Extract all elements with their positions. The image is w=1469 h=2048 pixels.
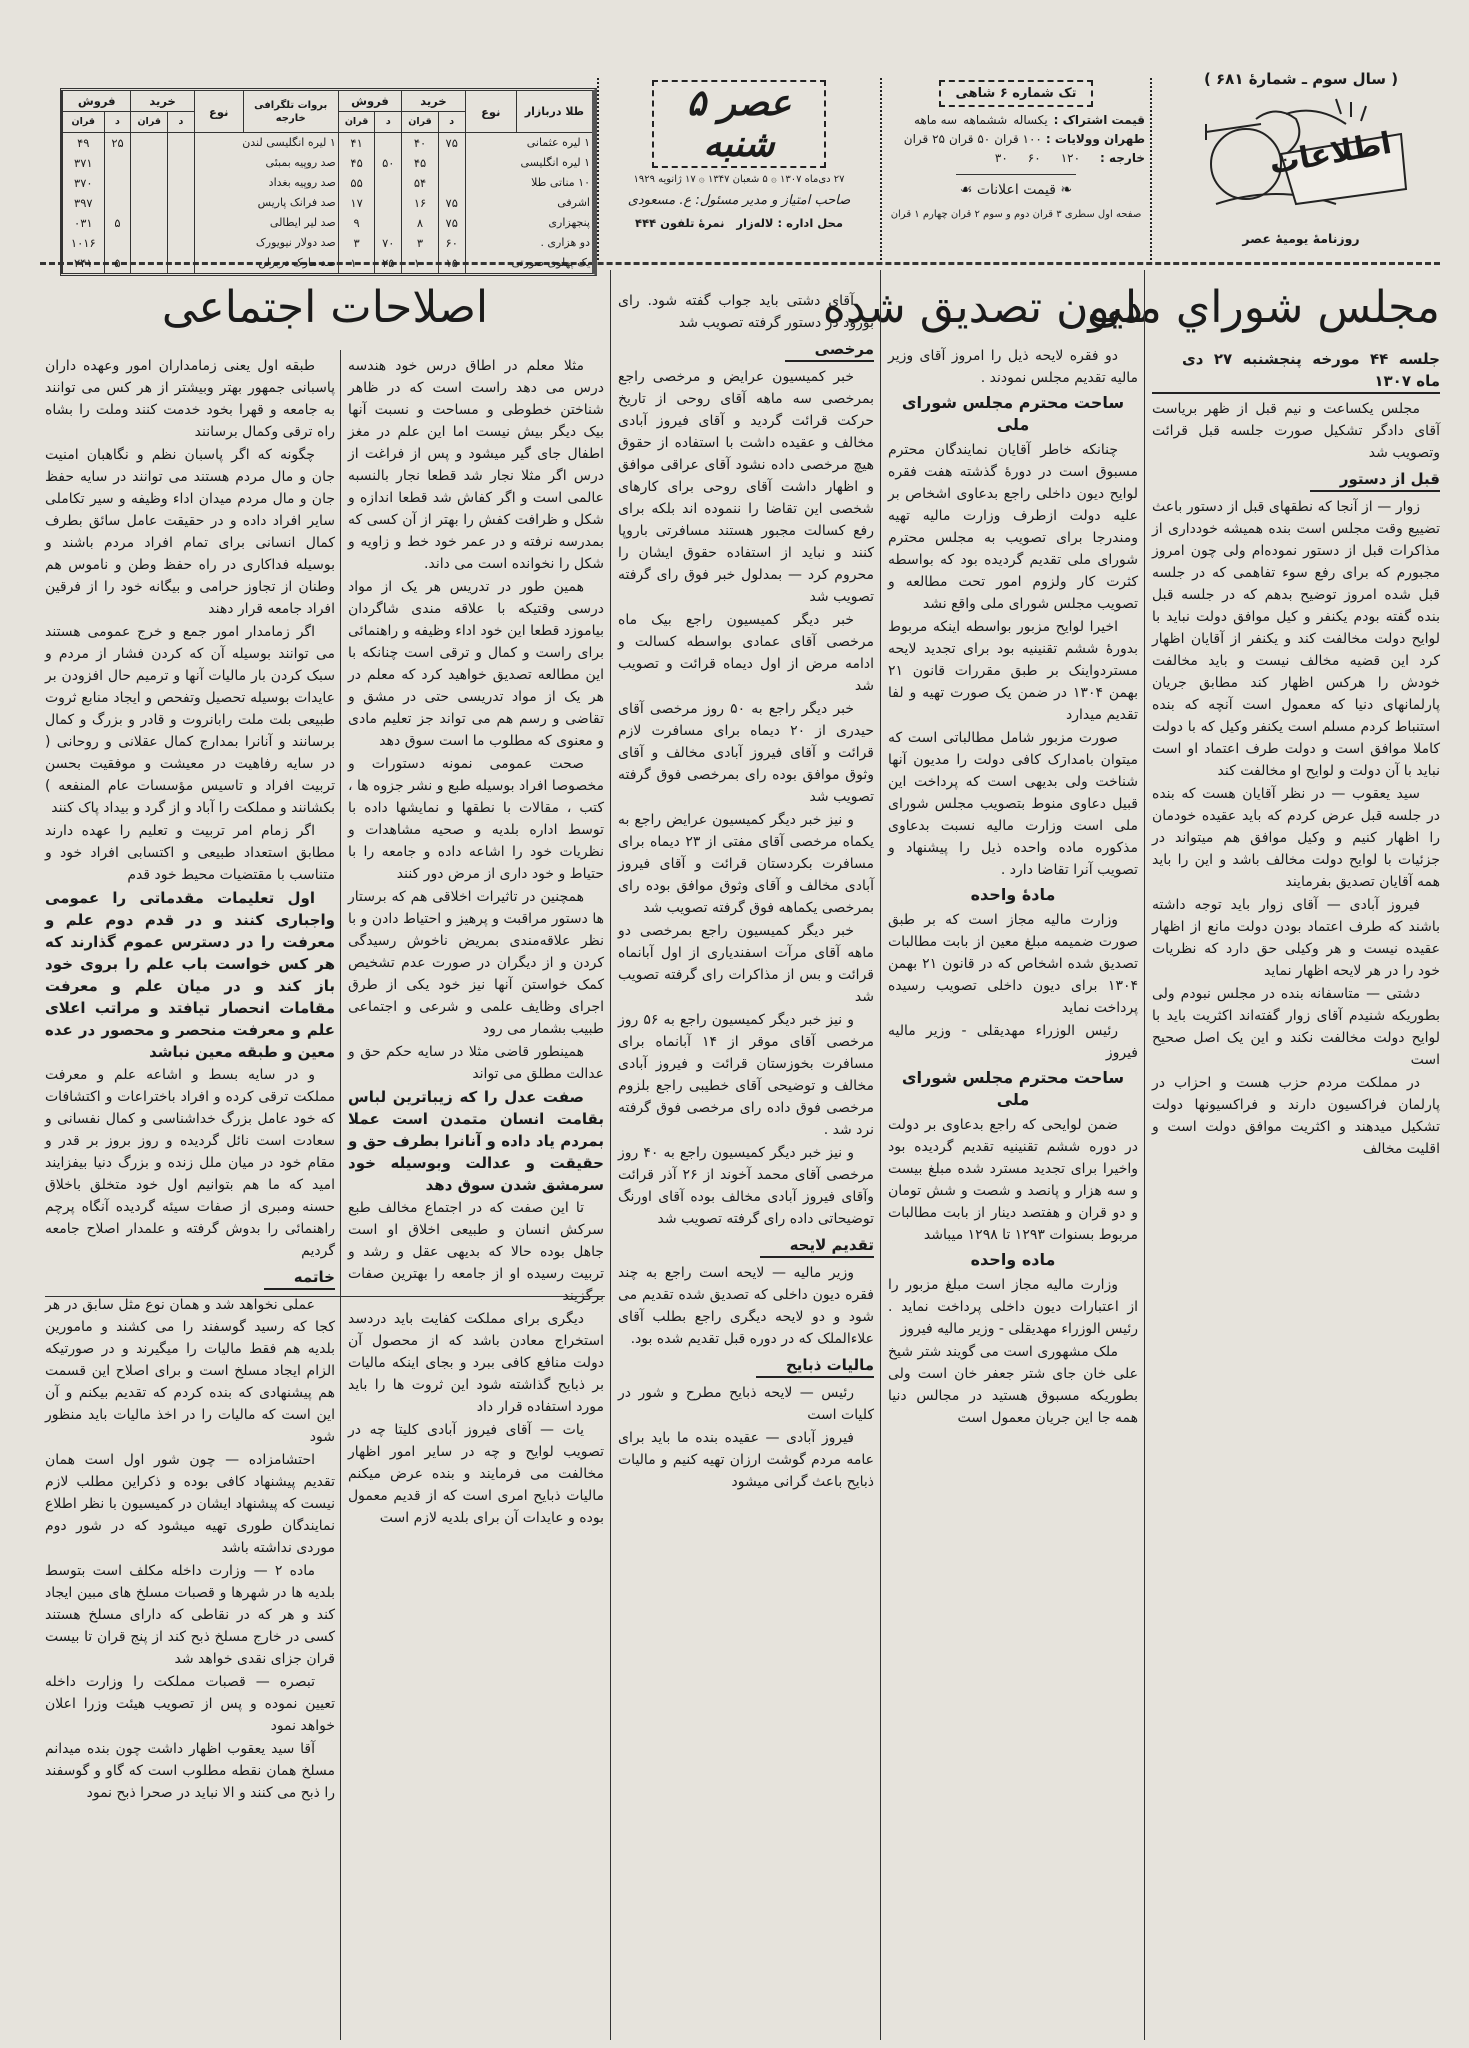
rate-name: صد روپیه بمبئی	[194, 153, 338, 173]
rate-value	[168, 153, 195, 173]
phone-number: نمرهٔ تلفون ۴۴۴	[635, 216, 725, 230]
rate-value: ۱۷	[338, 193, 375, 213]
rate-value: ۱۰	[338, 253, 375, 273]
subscription-row	[887, 111, 1145, 130]
article-paragraph: و در سایه بسط و اشاعه علم و معرفت مملکت ترقی کرده و افراد باختراعات و اکتشافات که خود عامل بزرگ خداشناسی و کمال نفسانی و سعادت است نائل گردیده و روز بروز بر قدر و مقام خود در میان ملل زنده و بزرگ دنیا بیفزایند امید که ما هم بتوانیم اول خود متخلق باخلاق حسنه ومبری از صفات سیئه گردیده آنگاه پرچم راهنمائی را بدوش گرفته و علمدار اصلاح جامعه گردیم	[45, 1067, 335, 1259]
rate-value: ۴۰	[402, 133, 439, 154]
rate-value	[104, 173, 131, 193]
article-paragraph: ماده ۲ — وزارت داخله مکلف است بتوسط بلدیه ها در شهرها و قصبات مسلخ های مبین ایجاد کند و هر که در نقاطی که دارای مسلخ هستند کسی در خارج مسلخ ذبح کند از پنج قران تا بیست قران جزای نقدی خواهد شد	[45, 1563, 335, 1667]
newspaper-subtitle: روزنامهٔ یومیهٔ عصر	[1242, 231, 1360, 246]
rate-value	[168, 213, 195, 233]
issue-number: ( سال سوم ـ شمارهٔ ۶۸۱ )	[1203, 70, 1399, 88]
headline-reforms: اصلاحات اجتماعی	[161, 282, 489, 333]
headline-majlis: مجلس شوراي ملی	[1087, 282, 1440, 333]
rate-value	[375, 193, 402, 213]
rate-value: ۳	[402, 233, 439, 253]
rate-name: دو هزاری .	[465, 233, 592, 253]
article-paragraph: دیگری برای مملکت کفایت باید دردسد استخراج معادن باشد که از محصول آن دولت منافع کافی ببرد و بجای اینکه مالیات بر ذبایح گذاشته شود این ثروت ها را باید مورد استفاده قرار داد	[348, 1311, 604, 1415]
rate-row	[63, 213, 593, 233]
abroad-year: ۱۲۰	[1060, 151, 1081, 165]
article-paragraph: خبر دیگر کمیسیون راجع بیک ماه مرخصی آقای عمادی بواسطه کسالت و ادامه مرض از اول دیماه قرائت و تصویب شد	[618, 612, 874, 694]
article-paragraph: وزیر مالیه — لایحه است راجع به چند فقره دیون داخلی که تصدیق شده تقدیم می شود و دو لایحه دیگری راجع بطلب آقای علاءالملک که در دوره قبل تقدیم شده بود.	[618, 1265, 874, 1347]
rate-value	[131, 233, 168, 253]
rate-value	[131, 253, 168, 273]
fx-sell-header: فروش	[63, 91, 131, 112]
rate-value	[168, 233, 195, 253]
article-subheading: تقدیم لایحه	[760, 1234, 874, 1258]
article-paragraph: چنانکه خاطر آقایان نمایندگان محترم مسبوق است در دورهٔ گذشته هفت فقره لوایح دیون داخلی راجع بدعاوی اشخاص بر علیه دولت ازطرف وزارت مالیه تهیه ومندرجا برای تصویب به مجلس محترم شورای ملی تقدیم گردیده بود که بواسطه کثرت کار ولزوم امور تحت مطالعه و تصویب مجلس شورای ملی واقع نشد	[888, 442, 1138, 612]
unit-q: قران	[338, 112, 375, 133]
article-paragraph: و نیز خبر دیگر کمیسیون عرایض راجع به یکماه مرخصی آقای مفتی از ۲۳ دیماه برای مسافرت بکردستان قرائت و آقای فیروز آبادی مخالف و آقای وثوق موافق بوده رای بمرخصی یکماهه فوق گرفته تصویب شد	[618, 812, 874, 916]
unit-d: د	[168, 112, 195, 133]
article-paragraph: همچنین در تاثیرات اخلاقی هم که برستار ها دستور مراقبت و پرهیز و احتیاط دادن و با نظر علاقه‌مندی بمریض ناخوش رسیدگی کردن و از دیگران در صورت عدم تشخیص کمک خواستن آنها نیز خود یکی از طرق اجرای وظایف علمی و شرعی و اجتماعی طبیب بشمار می رود	[348, 889, 604, 1037]
article-paragraph: صحت عمومی نمونه دستورات و مخصوصا افراد بوسیله طبع و نشر جزوه ها ، کتب ، مقالات با نطقها و نمایشها داده با توسط اداره بلدیه و صحیه مشاهدات و نظریات خود را اشاعه داده و جامعه را با حتیاط و خود داری از مرض دور کنند	[348, 756, 604, 882]
subheading-wrap	[1152, 465, 1440, 496]
rate-row	[63, 233, 593, 253]
rate-name: صد روپیه بغداد	[194, 173, 338, 193]
rate-value	[168, 253, 195, 273]
article-paragraph: تبصره — قصبات مملکت را وزارت داخله تعیین نموده و پس از تصویب هیئت وزرا اعلان خواهد نمود	[45, 1674, 335, 1734]
article-subheading: ماده واحده	[970, 1250, 1056, 1269]
unit-q: قران	[63, 112, 105, 133]
subheading-wrap	[618, 335, 874, 366]
rate-name: صد دولار نیویورک	[194, 233, 338, 253]
gold-buy-header: خرید	[402, 91, 465, 112]
period-half: ششماهه	[963, 113, 1008, 127]
rate-value	[131, 133, 168, 154]
subheading-wrap	[618, 1231, 874, 1262]
article-paragraph: همینطور قاضی مثلا در سایه حکم حق و عدالت مطلق می تواند	[348, 1044, 604, 1082]
rate-value: ۱۰	[402, 253, 439, 273]
period-quarter: سه ماهه	[913, 113, 958, 127]
rate-value: ۲۵	[375, 253, 402, 273]
tehran-quarter: ۲۵ قران	[903, 132, 945, 146]
rate-value	[168, 193, 195, 213]
rate-value	[168, 173, 195, 193]
ads-rates: صفحه اول سطری ۳ قران دوم و سوم ۲ قران چهارم ۱ قران	[890, 209, 1142, 220]
rate-name: اشرفی	[465, 193, 592, 213]
article-paragraph: عملی نخواهد شد و همان نوع مثل سابق در هر کجا که رسید گوسفند را می کشند و مامورین بلدیه هم فقط مالیات را میگیرند و در صورتیکه الزام ایجاد مسلخ است و برای اصلاح این قسمت هم پیشنهادی که بنده کردم که تقدیم بیکنم و آن این است که مالیات را در اخذ مالیات باید منظور شود	[45, 1297, 335, 1445]
price-divider	[956, 174, 1076, 175]
rate-name: ۱ لیره عثمانی	[465, 133, 592, 154]
rate-value	[131, 193, 168, 213]
article-paragraph: آقا سید یعقوب اظهار داشت چون بنده میدانم مسلخ همان نقطه مطلوب است که گاو و گوسفند را ذبح می کنند و الا نباید در صحرا ذبح نمود	[45, 1741, 335, 1801]
rate-value: ۵۰	[375, 153, 402, 173]
article-paragraph: زوار — از آنجا که نطقهای قبل از دستور باعث تضییع وقت مجلس است بنده همیشه خودداری از مذاکرات قبل از دستور نموده‌ام ولی چون امروز مجبورم که برای رفع سوء تفاهمی که در جلسه قبل شده امروز توضیح بدهم که در جلسه قبل بنده گفته بودم یکنفر و کیل موافق دولت نباید با لوایح دولت مخالفت کند و یکنفر از آقایان اظهار کرد این قضیه مخالف نیست و باید مخالفت خودش را هرکس اظهار کند مطابق جریان پارلمانهای دنیا که معمول است آنچه که بنده استنباط کردم مسلم است یکنفر وکیل که با دولت کاملا موافق است و دولت طرف اعتماد او است نباید با آن دولت و لوایح او مخالفت کند	[1152, 499, 1440, 779]
date-line: ۲۷ دی‌ماه ۱۳۰۷ ۞ ۵ شعبان ۱۳۴۷ ۞ ۱۷ ژانویه ۱۹۲۹	[633, 174, 845, 185]
article-paragraph: وزارت مالیه مجاز است مبلغ مزبور را از اعتبارات دیون داخلی پرداخت نماید . رئیس الوزراء مهدیقلی - وزیر مالیه فیروز	[888, 1277, 1138, 1337]
fx-type-header: نوع	[194, 91, 243, 133]
article-subheading: مالیات ذبایح	[756, 1354, 874, 1378]
rate-value: ۷۵	[438, 213, 465, 233]
article-paragraph: دو فقره لایحه ذیل را امروز آقای وزیر مالیه تقدیم مجلس نمودند .	[888, 348, 1138, 386]
rate-value: ۵۵	[338, 173, 375, 193]
rate-value: ۳۹۷	[63, 193, 105, 213]
article-paragraph: اگر زمام امر تربیت و تعلیم را عهده دارند مطابق استعداد طبیعی و اکتسابی افراد خود و متناسب با مقتضیات محیط خود قدم	[45, 823, 335, 883]
tehran-half: ۵۰ قران	[948, 132, 991, 146]
column-4	[348, 355, 604, 1530]
newspaper-logo	[1162, 94, 1440, 219]
unit-d: د	[375, 112, 402, 133]
rate-value	[104, 193, 131, 213]
office-line	[603, 215, 875, 231]
rate-value: ۴۹	[63, 133, 105, 154]
article-paragraph: رئیس الوزراء مهدیقلی - وزیر مالیه فیروز	[888, 1023, 1138, 1061]
subheading-wrap	[1152, 345, 1440, 398]
rate-value: ۱۵	[438, 253, 465, 273]
article-subheading: ساحت محترم مجلس شورای ملی	[901, 1068, 1125, 1109]
article-subheading: جلسه ۴۴ مورخه پنجشنبه ۲۷ دی ماه ۱۳۰۷	[1152, 348, 1440, 394]
column-3	[618, 290, 874, 1494]
column-1	[1152, 345, 1440, 1161]
rate-value	[168, 133, 195, 154]
rate-value: ۵	[104, 253, 131, 273]
header-rule	[597, 78, 599, 260]
rate-value	[375, 133, 402, 154]
article-paragraph: و نیز خبر دیگر کمیسیون راجع به ۴۰ روز مرخصی آقای محمد آخوند از ۲۶ آذر قرائت وآقای فیروز آبادی مخالف بوده آقای اورنگ توضیحاتی داده رای گرفته تصویب شد	[618, 1145, 874, 1227]
article-paragraph: خبر دیگر راجع به ۵۰ روز مرخصی آقای حیدری از ۲۰ دیماه برای مسافرت لازم قرائت و آقای فیروز آبادی مخالف و آقای وثوق موافق بوده رای بمرخصی فوق گرفته تصویب شد	[618, 701, 875, 805]
rate-value	[131, 153, 168, 173]
rate-value: ۳۷۰	[63, 173, 105, 193]
article-paragraph: فیروز آبادی — آقای زوار باید توجه داشته باشند که طرف اعتماد بودن دولت مانع از اظهار عقیده نیست و هر وکیلی حق دارد که نظریات خود را در هر لایحه اظهار نماید	[1152, 897, 1440, 979]
article-paragraph: احتشامزاده — چون شور اول است همان تقدیم پیشنهاد کافی بوده و ذکراین مطلب لازم نیست که پیشنهاد ایشان در کمیسیون با نظر اطلاع نمایندگان طوری تهیه میشود که در شور دوم موردی نداشته باشد	[45, 1452, 335, 1556]
article-paragraph: یات — آقای فیروز آبادی کلیتا چه در تصویب لوایح و چه در سایر امور اظهار مخالفت می فرمایند و بنده عرض میکنم مالیات ذبایح امری است که از قدیم معمول بوده و عایدات آن برای بلدیه لازم است	[348, 1422, 604, 1526]
article-subheading: مادهٔ واحده	[970, 885, 1056, 904]
owner-line: صاحب امتیاز و مدیر مسئول: ع. مسعودی	[627, 193, 851, 208]
unit-q: قران	[131, 112, 168, 133]
article-paragraph: سید یعقوب — در نظر آقایان هست که بنده در جلسه قبل عرض کردم که باید عقیده خودمان را اظهار کنیم و وکیل موافق هم میتواند در جزئیات با لوایح دولت مخالف باشد و این را باید همه آقایان تصدیق بفرمایند	[1152, 786, 1440, 890]
article-subheading: قبل از دستور	[1310, 468, 1440, 492]
subheading-wrap	[618, 1351, 874, 1382]
column-rule	[1144, 270, 1145, 2040]
rate-value: ۰۳۱	[63, 213, 105, 233]
fx-title: بروات تلگرافی خارجه	[243, 91, 338, 133]
rate-value: ۲۵	[104, 133, 131, 154]
rate-row	[63, 193, 593, 213]
abroad-quarter: ۳۰	[994, 151, 1008, 165]
single-issue-price: تک شماره ۶ شاهی	[939, 80, 1093, 107]
abroad-half: ۶۰	[1027, 151, 1041, 165]
rate-name: یک پهلوی صورتی	[465, 253, 592, 273]
unit-q: قران	[402, 112, 439, 133]
rate-value	[104, 153, 131, 173]
rate-value	[131, 173, 168, 193]
column-5	[45, 355, 335, 1805]
article-paragraph: در مملکت مردم حزب هست و احزاب در پارلمان فراکسیون دارند و فراکسیونها دولت تشکیل میدهند و اکثریت موافق دولت است و اقلیت مخالف	[1152, 1075, 1440, 1157]
rate-value: ۱۶	[402, 193, 439, 213]
rate-name: پنجهزاری	[465, 213, 592, 233]
rate-value: ۸	[402, 213, 439, 233]
rates-table	[62, 91, 592, 273]
rate-name: ۱ لیره انگلیسی	[465, 153, 592, 173]
column-rule	[610, 270, 611, 2040]
subheading-wrap	[45, 1263, 335, 1294]
rate-row	[63, 173, 593, 193]
article-paragraph: ضمن لوایحی که راجع بدعاوی بر دولت در دوره ششم تقنینیه تقدیم گردیده بود واخیرا برای تجدید مسترد شده مبلغ بیست و سه هزار و پانصد و شصت و شش تومان و دو قران و هفتصد دینار از بابت مطالبات مربوط بسنوات ۱۲۹۳ تا ۱۲۹۸ میباشد	[888, 1117, 1138, 1243]
article-paragraph: اخیرا لوایح مزبور بواسطه اینکه مربوط بدورهٔ ششم تقنینیه بود برای تجدید لایحه مستردواینک بر طبق مقررات قانون ۲۱ بهمن ۱۳۰۴ در ضمن یک صورت تهیه و لفا تقدیم میدارد	[888, 619, 1138, 723]
office-address: محل اداره : لاله‌زار	[736, 216, 843, 230]
header-rule	[880, 78, 882, 260]
article-subheading: خاتمه	[264, 1266, 335, 1290]
rate-value: ۴۵	[402, 153, 439, 173]
article-paragraph: و نیز خبر دیگر کمیسیون راجع به ۵۶ روز مرخصی آقای موقر از ۱۴ آبانماه برای مسافرت بخوزستان قرائت و فیروز آبادی مخالف و توضیحی آقای خطیبی راجع بلزوم مرخصی فوق داده رای مرخصی فوق گرفته نرد شد .	[618, 1012, 875, 1138]
article-paragraph: اول تعلیمات مقدماتی را عمومی واجباری کنند و در قدم دوم علم و معرفت را در دسترس عموم گذارند که هر کس خواست باب علم را بروی خود باز کند و در میان علم و معرفت مقامات انحصار تیافتد و مراتب اعلای علم و معرفت منحصر و محصور در عده معین و طبقه معین نباشد	[45, 889, 335, 1061]
rate-value: ۷۵	[438, 193, 465, 213]
article-paragraph: دشتی — متاسفانه بنده در مجلس نبودم ولی بطوریکه شنیدم آقای زوار گفته‌اند اکثریت باید با لوایح دولت مخالفت نکند و این یک اصل صحیح است	[1152, 986, 1440, 1068]
article-paragraph: تا این صفت که در اجتماع مخالف طبع سرکش انسان و طبیعی اخلاق او است جاهل بوده حالا که بدیهی عقل و رشد و تربیت رسیده او از جامعه را بهترین صفات برگزیند	[348, 1200, 604, 1304]
column-2	[888, 345, 1138, 1430]
ads-title: ❧ قیمت اعلانات ☙	[959, 182, 1073, 198]
gold-title: طلا دربازار	[516, 91, 592, 133]
article-paragraph: آقای دشتی باید جواب گفته شود. رای بورود در دستور گرفته تصویب شد	[618, 293, 874, 331]
article-paragraph: اگر زمامدار امور جمع و خرج عمومی هستند می توانند بوسیله آن که کردن فشار از مردم و سبک کردن بار مالیات آنها و ترمیم حال افزودن بر عایدات بوسیله تحصیل وتفحص و ایجاد منابع ثروت طبیعی بلت ملت رابانروت و قادر و بزرگ و کمال برسانند و آنانرا بمدارج کمال عقلانی و روحانی ( در سایه رفاهیت در معیشت و موفقیت بحسن تربیت افراد و تاسیس مؤسسات عام المنفعه ) بکشانند و مملکت را آباد و از گرد و بیداد پاک کنند	[45, 624, 335, 816]
rate-value: ۵	[104, 213, 131, 233]
rate-value: ۷۰	[375, 233, 402, 253]
rate-value: ۶۰	[438, 233, 465, 253]
unit-d: د	[438, 112, 465, 133]
article-paragraph: وزارت مالیه مجاز است که بر طبق صورت ضمیمه مبلغ معین از بابت مطالبات تصدیق شده اشخاص که در قانون ۲۱ بهمن ۱۳۰۴ برای دیون داخلی تصویب رسیده پرداخت نماید	[888, 912, 1138, 1016]
article-paragraph: همین طور در تدریس هر یک از مواد درسی وقتیکه با علاقه مندی شاگردان بیاموزد قطعا این خود اداء وظیفه و راهنمائی برای راست و کمال و ترقی است چنانکه با این مطالعه تصدیق خواهید کرد که معلم در هر یک از مواد تدریسی حتی در مشق و تقاضی و رسم هم می تواند جز تعلیم مادی و معنوی که مطلوب ما است سوق دهد	[348, 579, 604, 749]
article-subheading: مرخصی	[785, 338, 874, 362]
rate-value: ۳	[338, 233, 375, 253]
rate-value	[375, 213, 402, 233]
article-paragraph: مثلا معلم در اطاق درس خود هندسه درس می دهد راست است که در ظاهر شناختن خطوطی و مساحت و نسبت آنها بیک دیگر بیش نیست اما این علم در مغز اطفال جای گیر میشود و پس از فراغت از درس اگر مثلا نجار شد قطعا نجار بالنسبه عالمی است و اگر کفاش شد قطعا اندازه و شکل و ظرافت کفش را بهتر از آن کسی که بمدرسه نرفته و در عمر خود خط و زاویه و شکل را نخوانده است می داند.	[348, 358, 604, 572]
article-paragraph: مجلس یکساعت و نیم قبل از ظهر بریاست آقای دادگر تشکیل صورت جلسه قبل قرائت وتصویب شد	[1152, 401, 1440, 461]
rates-tables	[60, 88, 597, 276]
price-block	[887, 78, 1145, 260]
article-paragraph: رئیس — لایحه ذبایح مطرح و شور در کلیات است	[618, 1385, 874, 1423]
rate-name: ۱۰ مناتی طلا	[465, 173, 592, 193]
abroad-label: خارجه :	[1100, 151, 1145, 165]
rate-value: ۱۰۱۶	[63, 233, 105, 253]
article-subheading: ساحت محترم مجلس شورای ملی	[901, 393, 1125, 434]
article-paragraph: صفت عدل را که زیباترین لباس بقامت انسان متمدن است عملا بمردم یاد داده و آنانرا بطرف حق و حقیقت و عدالت وبوسیله خود سرمشق شدن سوق دهد	[348, 1088, 604, 1194]
tehran-year: ۱۰۰ قران	[994, 132, 1042, 146]
article-paragraph: صورت مزبور شامل مطالباتی است که میتوان بامدارک کافی دولت را مدیون آنها شناخت ولی بدیهی است که پرداخت این قبیل دعاوی منوط بتصویب مجلس شورای ملی است وزارت مالیه نسبت بدعاوی مذکوره ماده واحده ذیل را پیشنهاد و تصویب آنرا تقاضا دارد .	[888, 730, 1138, 878]
rate-name: صد مارک دربرلن	[194, 253, 338, 273]
headline-debts: دیون تصدیق شده	[822, 282, 1143, 333]
section-divider	[45, 1296, 605, 1297]
abroad-row	[887, 149, 1145, 168]
ads-title-text: قیمت اعلانات	[976, 182, 1056, 198]
unit-d: د	[104, 112, 131, 133]
gold-type-header: نوع	[465, 91, 516, 133]
rate-row	[63, 133, 593, 154]
rate-value: ۴۵	[338, 153, 375, 173]
logo-text: اطلاعات	[1266, 125, 1395, 182]
rate-row	[63, 153, 593, 173]
rate-value: ۲۴۱	[63, 253, 105, 273]
edition-title: عصر ۵ شنبه	[652, 80, 826, 168]
rate-value	[104, 233, 131, 253]
article-paragraph: چگونه که اگر پاسبان نظم و نگاهبان امنیت جان و مال مردم هستند می توانند در سایه حفظ جان و مال مردم میدان اداء وظیفه و سیر تکاملی سایر افراد داده و در حقیقت عامل سائق بطرف کمال انسانی برای تمام افراد مردم باشند و بوسیله فداکاری در راه حفظ وطن و ناموس هم وطنان از تجاوز حرامی و بیگانه خود را از فرقین افراد جامعه قرار دهند	[45, 447, 335, 617]
rate-value	[131, 213, 168, 233]
period-year: یکساله	[1013, 113, 1048, 127]
rate-value: ۷۵	[438, 133, 465, 154]
article-paragraph: ملک مشهوری است می گویند شتر شیخ علی خان جای شتر جعفر خان است ولی بطوریکه مسبوق هستید در مجالس دنیا همه جا این جریان معمول است	[888, 1344, 1138, 1426]
rate-value	[438, 173, 465, 193]
fx-buy-header: خرید	[131, 91, 194, 112]
column-rule	[340, 350, 341, 2040]
title-block	[603, 78, 875, 260]
article-paragraph: طبقه اول یعنی زمامداران امور وعهده داران پاسبانی جمهور بهتر وبیشتر از هر کس می توانند به جامعه و قهرا بخود خدمت کنند وملت را بشاه راه ترقی وکمال برسانند	[45, 358, 335, 440]
rate-row	[63, 253, 593, 273]
article-paragraph: خبر کمیسیون عرایض و مرخصی راجع بمرخصی سه ماهه آقای روحی از تاریخ حرکت قرائت گردید و آقای فیروز آبادی مخالف و عقیده داشت با استفاده از حقوق هیچ مرخصی داده نشود آقای عراقی موافق و اظهار داشت آقای روحی برای کارهای شخصی این تقاضا را ننموده اند بلکه برای رفع کسالت مجبور هستند مسافرتی باروپا کنند و نباید از استفاده حقوق ایشان را محروم کرد — بمدلول خبر فوق رای گرفته تصویب شد	[618, 369, 874, 605]
tehran-label: طهران وولایات :	[1045, 132, 1145, 146]
rate-value: ۳۷۱	[63, 153, 105, 173]
article-paragraph: فیروز آبادی — عقیده بنده ما باید برای عامه مردم گوشت ارزان تهیه کنیم و مالیات ذبایح باعث گرانی میشود	[618, 1430, 874, 1490]
rate-value: ۵۴	[402, 173, 439, 193]
logo-block	[1162, 60, 1440, 255]
subscription-label: قیمت اشتراک :	[1053, 113, 1145, 127]
tehran-row	[887, 130, 1145, 149]
rate-value: ۴۱	[338, 133, 375, 154]
gold-sell-header: فروش	[338, 91, 401, 112]
rate-name: صد فرانک پاریس	[194, 193, 338, 213]
rate-value	[375, 173, 402, 193]
article-paragraph: خبر دیگر کمیسیون راجع بمرخصی دو ماهه آقای مرآت اسفندیاری از اول آبانماه قرائت و بس از مذاکرات رای گرفته تصویب شد	[618, 923, 874, 1005]
rate-name: صد لیر ایطالی	[194, 213, 338, 233]
column-rule	[880, 270, 881, 2040]
rate-value	[438, 153, 465, 173]
header-rule	[1150, 78, 1152, 260]
rate-value: ۹	[338, 213, 375, 233]
rate-name: ۱ لیره انگلیسی لندن	[194, 133, 338, 154]
